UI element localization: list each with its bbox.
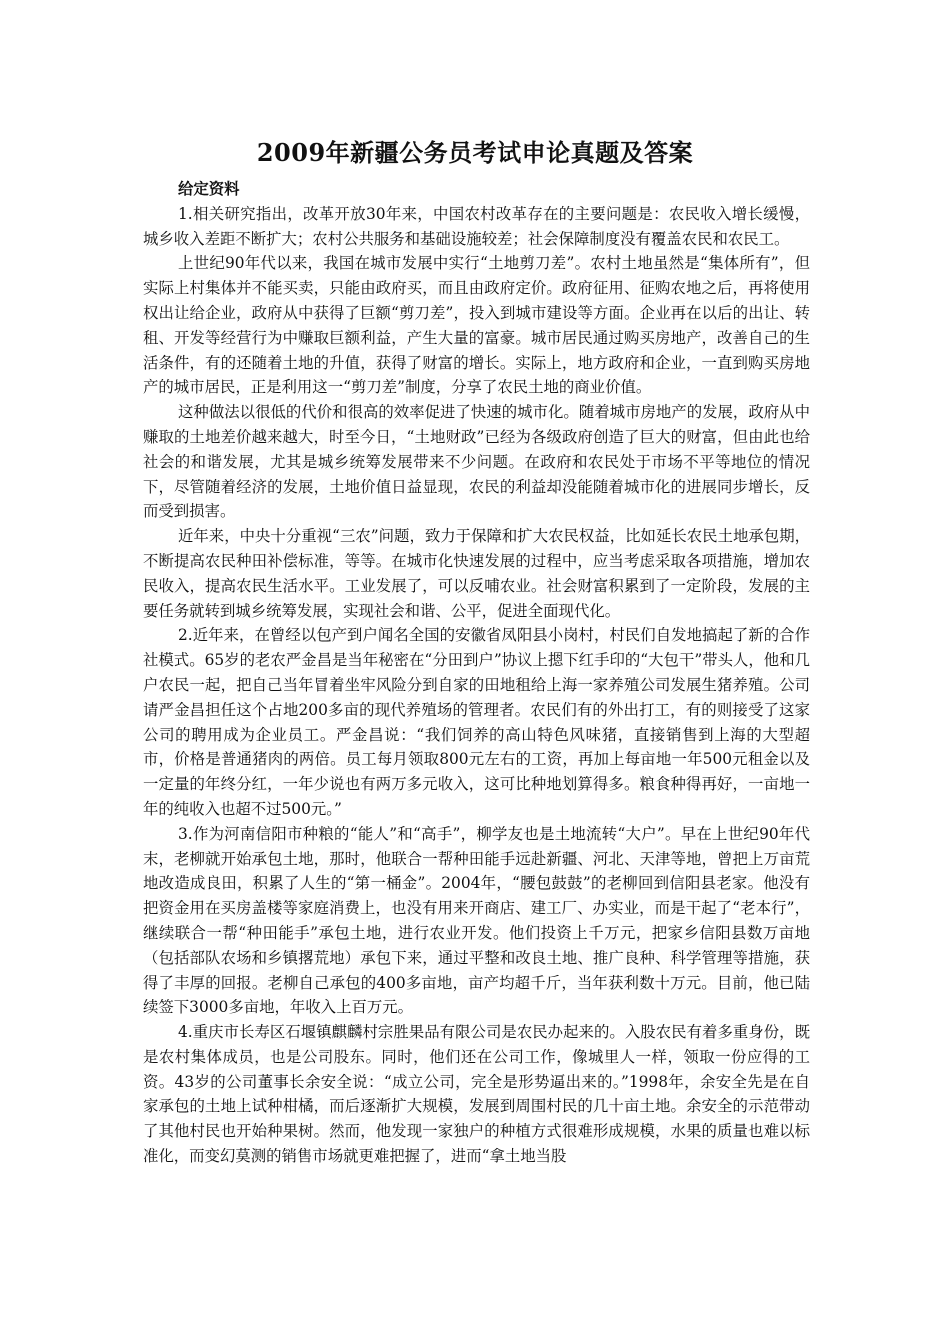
paragraph: 这种做法以很低的代价和很高的效率促进了快速的城市化。随着城市房地产的发展，政府从中赚取的土地差价越来越大，时至今日，“土地财政”已经为各级政府创造了巨大的财富，但由此也给社会的和谐发展，尤其是城乡统筹发展带来不少问题。在政府和农民处于市场不平等地位的情况下，尽管随着经济的发展，土地价值日益显现，农民的利益却没能随着城市化的进展同步增长，反而受到损害。 bbox=[143, 403, 810, 521]
paragraph: 3.作为河南信阳市种粮的“能人”和“高手”，柳学友也是土地流转“大户”。早在上世纪90年代末，老柳就开始承包土地，那时，他联合一帮种田能手远赴新疆、河北、天津等地，曾把上万亩荒地改造成良田，积累了人生的“第一桶金”。2004年，“腰包鼓鼓”的老柳回到信阳县老家。他没有把资金用在买房盖楼等家庭消费上，也没有用来开商店、建工厂、办实业，而是干起了“老本行”，继续联合一帮“种田能手”承包土地，进行农业开发。他们投资上千万元，把家乡信阳县数万亩地（包括部队农场和乡镇撂荒地）承包下来，通过平整和改良土地、推广良种、科学管理等措施，获得了丰厚的回报。老柳自己承包的400多亩地，亩产均超千斤，当年获利数十万元。目前，他已陆续签下3000多亩地，年收入上百万元。 bbox=[143, 824, 810, 1017]
paragraph: 4.重庆市长寿区石堰镇麒麟村宗胜果品有限公司是农民办起来的。入股农民有着多重身份，既是农村集体成员，也是公司股东。同时，他们还在公司工作，像城里人一样，领取一份应得的工资。43岁的公司董事长余安全说：“成立公司，完全是形势逼出来的。”1998年，余安全先是在自家承包的土地上试种柑橘，而后逐渐扩大规模，发展到周围村民的几十亩土地。余安全的示范带动了其他村民也开始种果树。然而，他发现一家独户的种植方式很难形成规模，水果的质量也难以标准化，而变幻莫测的销售市场就更难把握了，进而“拿土地当股 bbox=[143, 1023, 810, 1166]
document-body bbox=[143, 177, 810, 1169]
section-heading: 给定资料 bbox=[178, 180, 240, 198]
paragraph: 2.近年来，在曾经以包产到户闻名全国的安徽省凤阳县小岗村，村民们自发地搞起了新的合作社模式。65岁的老农严金昌是当年秘密在“分田到户”协议上摁下红手印的“大包干”带头人，他和几户农民一起，把自己当年冒着坐牢风险分到自家的田地租给上海一家养殖公司发展生猪养殖。公司请严金昌担任这个占地200多亩的现代养殖场的管理者。农民们有的外出打工，有的则接受了这家公司的聘用成为企业员工。严金昌说：“我们饲养的高山特色风味猪，直接销售到上海的大型超市，价格是普通猪肉的两倍。员工每月领取800元左右的工资，再加上每亩地一年500元租金以及一定量的年终分红，一年少说也有两万多元收入，这可比种地划算得多。粮食种得再好，一亩地一年的纯收入也超不过500元。” bbox=[143, 626, 810, 818]
paragraph: 1.相关研究指出，改革开放30年来，中国农村改革存在的主要问题是：农民收入增长缓慢，城乡收入差距不断扩大；农村公共服务和基础设施较差；社会保障制度没有覆盖农民和农民工。 bbox=[143, 204, 810, 248]
paragraph: 上世纪90年代以来，我国在城市发展中实行“土地剪刀差”。农村土地虽然是“集体所有”，但实际上村集体并不能买卖，只能由政府买，而且由政府定价。政府征用、征购农地之后，再将使用权出让给企业，政府从中获得了巨额“剪刀差”，投入到城市建设等方面。企业再在以后的出让、转租、开发等经营行为中赚取巨额利益，产生大量的富豪。城市居民通过购买房地产，改善自己的生活条件，有的还随着土地的升值，获得了财富的增长。实际上，地方政府和企业，一直到购买房地产的城市居民，正是利用这一“剪刀差”制度，分享了农民土地的商业价值。 bbox=[143, 254, 810, 397]
paragraph: 近年来，中央十分重视“三农”问题，致力于保障和扩大农民权益，比如延长农民土地承包期，不断提高农民种田补偿标准，等等。在城市化快速发展的过程中，应当考虑采取各项措施，增加农民收入，提高农民生活水平。工业发展了，可以反哺农业。社会财富积累到了一定阶段，发展的主要任务就转到城乡统筹发展，实现社会和谐、公平，促进全面现代化。 bbox=[143, 527, 810, 620]
document-title: 2009年新疆公务员考试申论真题及答案 bbox=[256, 138, 694, 167]
